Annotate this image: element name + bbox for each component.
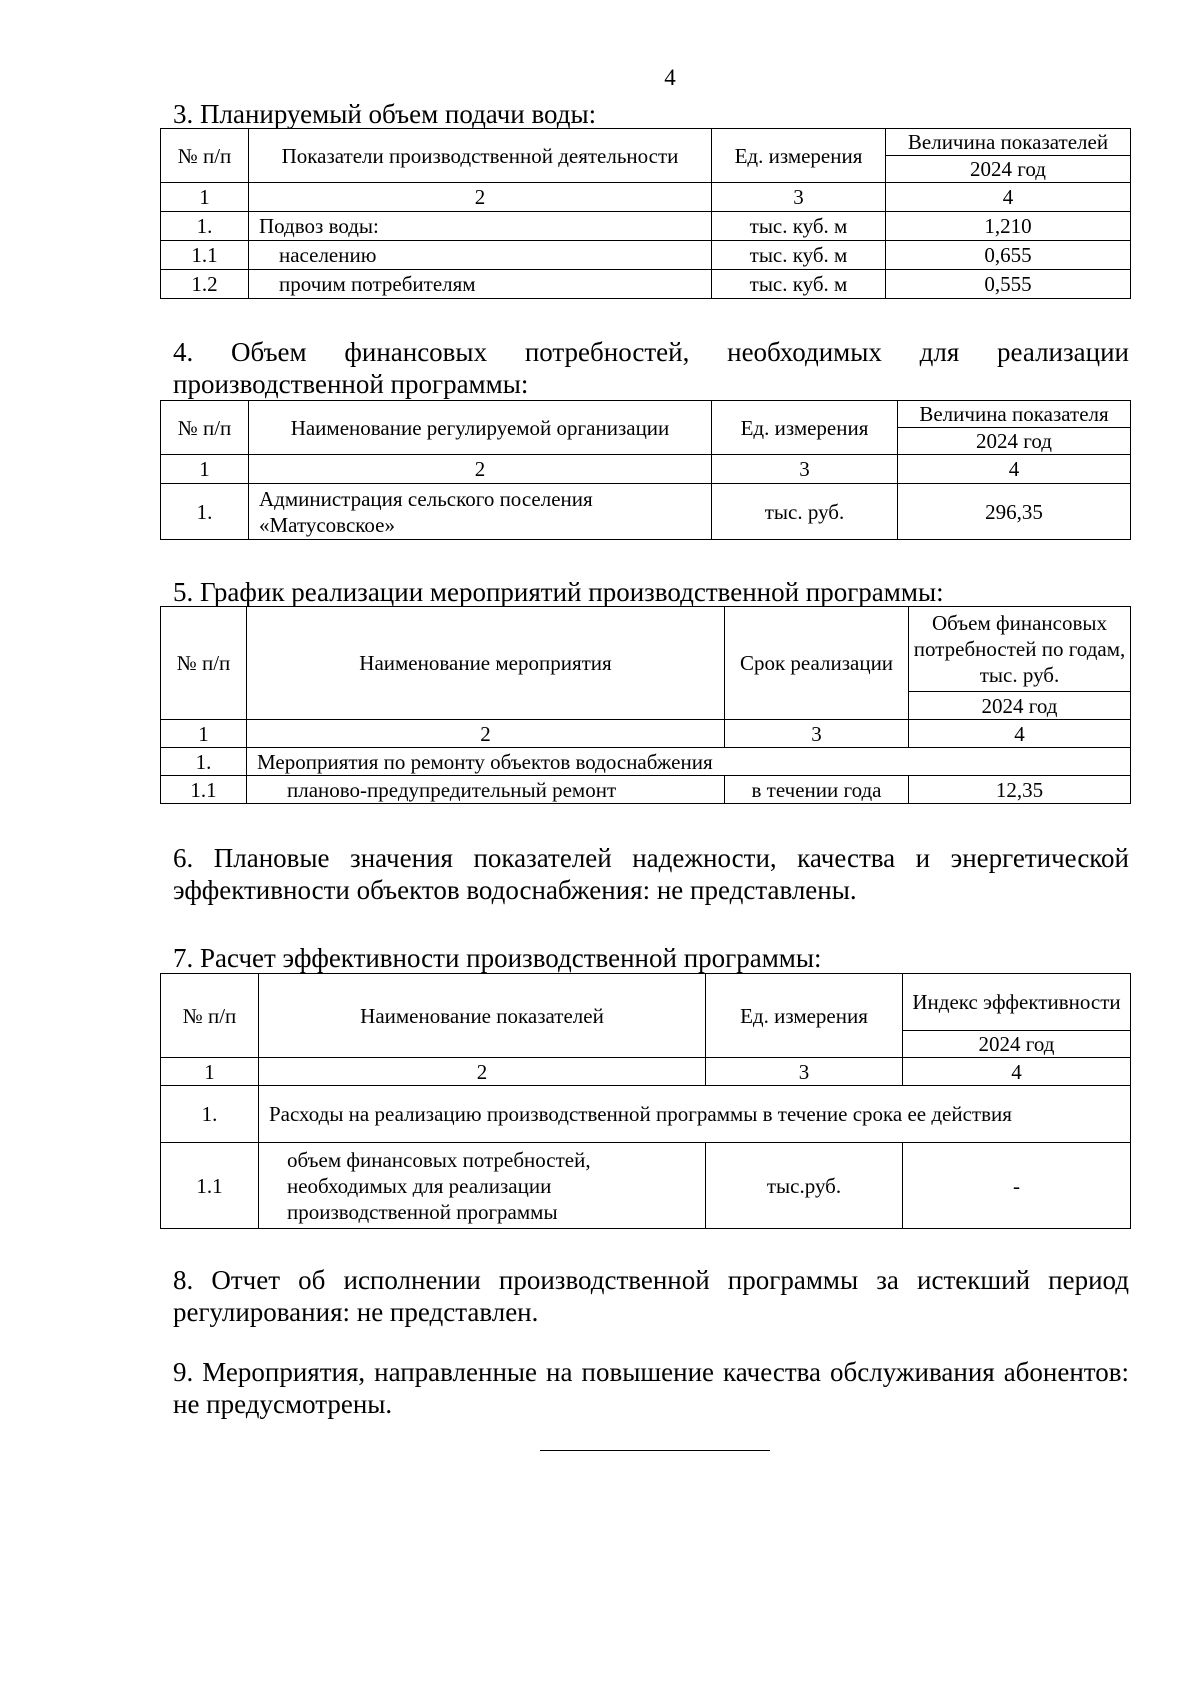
water-supply-table — [160, 128, 1131, 299]
row-unit: тыс. куб. м — [712, 212, 886, 241]
index-cell: 3 — [725, 720, 909, 748]
row-unit: тыс. куб. м — [712, 241, 886, 270]
col-header-activity: Наименование мероприятия — [247, 607, 725, 720]
col-header-num: № п/п — [161, 607, 247, 720]
col-header-unit: Ед. измерения — [712, 401, 898, 455]
row-value: - — [903, 1143, 1131, 1229]
row-value: 1,210 — [886, 212, 1131, 241]
table-row — [161, 270, 1131, 299]
col-header-year: 2024 год — [909, 692, 1131, 720]
section-6-text: 6. Плановые значения показателей надежности, качества и энергетической эффективности объектов водоснабжения: не представлены. — [173, 843, 1129, 905]
table-row — [161, 748, 1131, 776]
col-header-num: № п/п — [161, 974, 259, 1058]
section-3-heading: 3. Планируемый объем подачи воды: — [173, 99, 597, 129]
row-value: 0,555 — [886, 270, 1131, 299]
section-7-heading: 7. Расчет эффективности производственной программы: — [173, 943, 822, 973]
row-num: 1. — [161, 212, 249, 241]
group-name: Мероприятия по ремонту объектов водоснабжения — [247, 748, 1131, 776]
index-cell: 4 — [886, 183, 1131, 212]
col-header-unit: Ед. измерения — [706, 974, 903, 1058]
row-num: 1. — [161, 484, 249, 540]
table-row — [161, 212, 1131, 241]
index-cell: 1 — [161, 720, 247, 748]
table-row — [161, 1143, 1131, 1229]
row-num: 1.1 — [161, 241, 249, 270]
group-name: Расходы на реализацию производственной программы в течение срока ее действия — [259, 1086, 1131, 1143]
table-row — [161, 241, 1131, 270]
row-num: 1. — [161, 748, 247, 776]
row-num: 1.2 — [161, 270, 249, 299]
schedule-table — [160, 606, 1131, 804]
row-unit: тыс.руб. — [706, 1143, 903, 1229]
col-header-value: Величина показателей — [886, 129, 1131, 156]
col-header-year: 2024 год — [886, 156, 1131, 183]
col-header-organization: Наименование регулируемой организации — [249, 401, 712, 455]
row-num: 1.1 — [161, 776, 247, 804]
col-header-term: Срок реализации — [725, 607, 909, 720]
col-header-value: Объем финансовых потребностей по годам, тыс. руб. — [909, 607, 1131, 692]
section-4-heading: 4. Объем финансовых потребностей, необходимых для реализации производственной программы: — [173, 337, 1129, 399]
row-name: Подвоз воды: — [249, 212, 712, 241]
index-cell: 1 — [161, 455, 249, 484]
row-num: 1.1 — [161, 1143, 259, 1229]
row-name: объем финансовых потребностей, необходимых для реализации производственной программы — [259, 1143, 706, 1229]
index-cell: 4 — [903, 1058, 1131, 1086]
closing-divider — [540, 1450, 770, 1451]
row-value: 12,35 — [909, 776, 1131, 804]
section-9-text: 9. Мероприятия, направленные на повышение качества обслуживания абонентов: не предусмотрены. — [173, 1357, 1129, 1419]
index-cell: 1 — [161, 183, 249, 212]
index-cell: 1 — [161, 1058, 259, 1086]
index-cell: 2 — [247, 720, 725, 748]
table-row — [161, 484, 1131, 540]
table-row — [161, 776, 1131, 804]
financial-needs-table — [160, 400, 1131, 540]
index-cell: 3 — [712, 455, 898, 484]
col-header-value: Величина показателя — [898, 401, 1131, 428]
row-unit: тыс. руб. — [712, 484, 898, 540]
index-cell: 2 — [249, 455, 712, 484]
section-5-heading: 5. График реализации мероприятий производственной программы: — [173, 577, 944, 607]
row-name: планово-предупредительный ремонт — [247, 776, 725, 804]
row-num: 1. — [161, 1086, 259, 1143]
index-cell: 2 — [259, 1058, 706, 1086]
row-value: 0,655 — [886, 241, 1131, 270]
section-8-text: 8. Отчет об исполнении производственной программы за истекший период регулирования: не представлен. — [173, 1265, 1129, 1327]
index-cell: 2 — [249, 183, 712, 212]
col-header-year: 2024 год — [903, 1031, 1131, 1058]
row-value: 296,35 — [898, 484, 1131, 540]
row-name: Администрация сельского поселения «Матусовское» — [249, 484, 712, 540]
efficiency-table — [160, 973, 1131, 1229]
row-name: прочим потребителям — [249, 270, 712, 299]
col-header-indicators: Наименование показателей — [259, 974, 706, 1058]
row-name: населению — [249, 241, 712, 270]
row-unit: тыс. куб. м — [712, 270, 886, 299]
col-header-num: № п/п — [161, 129, 249, 183]
index-cell: 3 — [706, 1058, 903, 1086]
table-row — [161, 1086, 1131, 1143]
page-number: 4 — [664, 65, 676, 90]
index-cell: 4 — [898, 455, 1131, 484]
row-term: в течении года — [725, 776, 909, 804]
col-header-num: № п/п — [161, 401, 249, 455]
col-header-indicators: Показатели производственной деятельности — [249, 129, 712, 183]
index-cell: 3 — [712, 183, 886, 212]
col-header-index: Индекс эффективности — [903, 974, 1131, 1031]
col-header-unit: Ед. измерения — [712, 129, 886, 183]
index-cell: 4 — [909, 720, 1131, 748]
col-header-year: 2024 год — [898, 428, 1131, 455]
